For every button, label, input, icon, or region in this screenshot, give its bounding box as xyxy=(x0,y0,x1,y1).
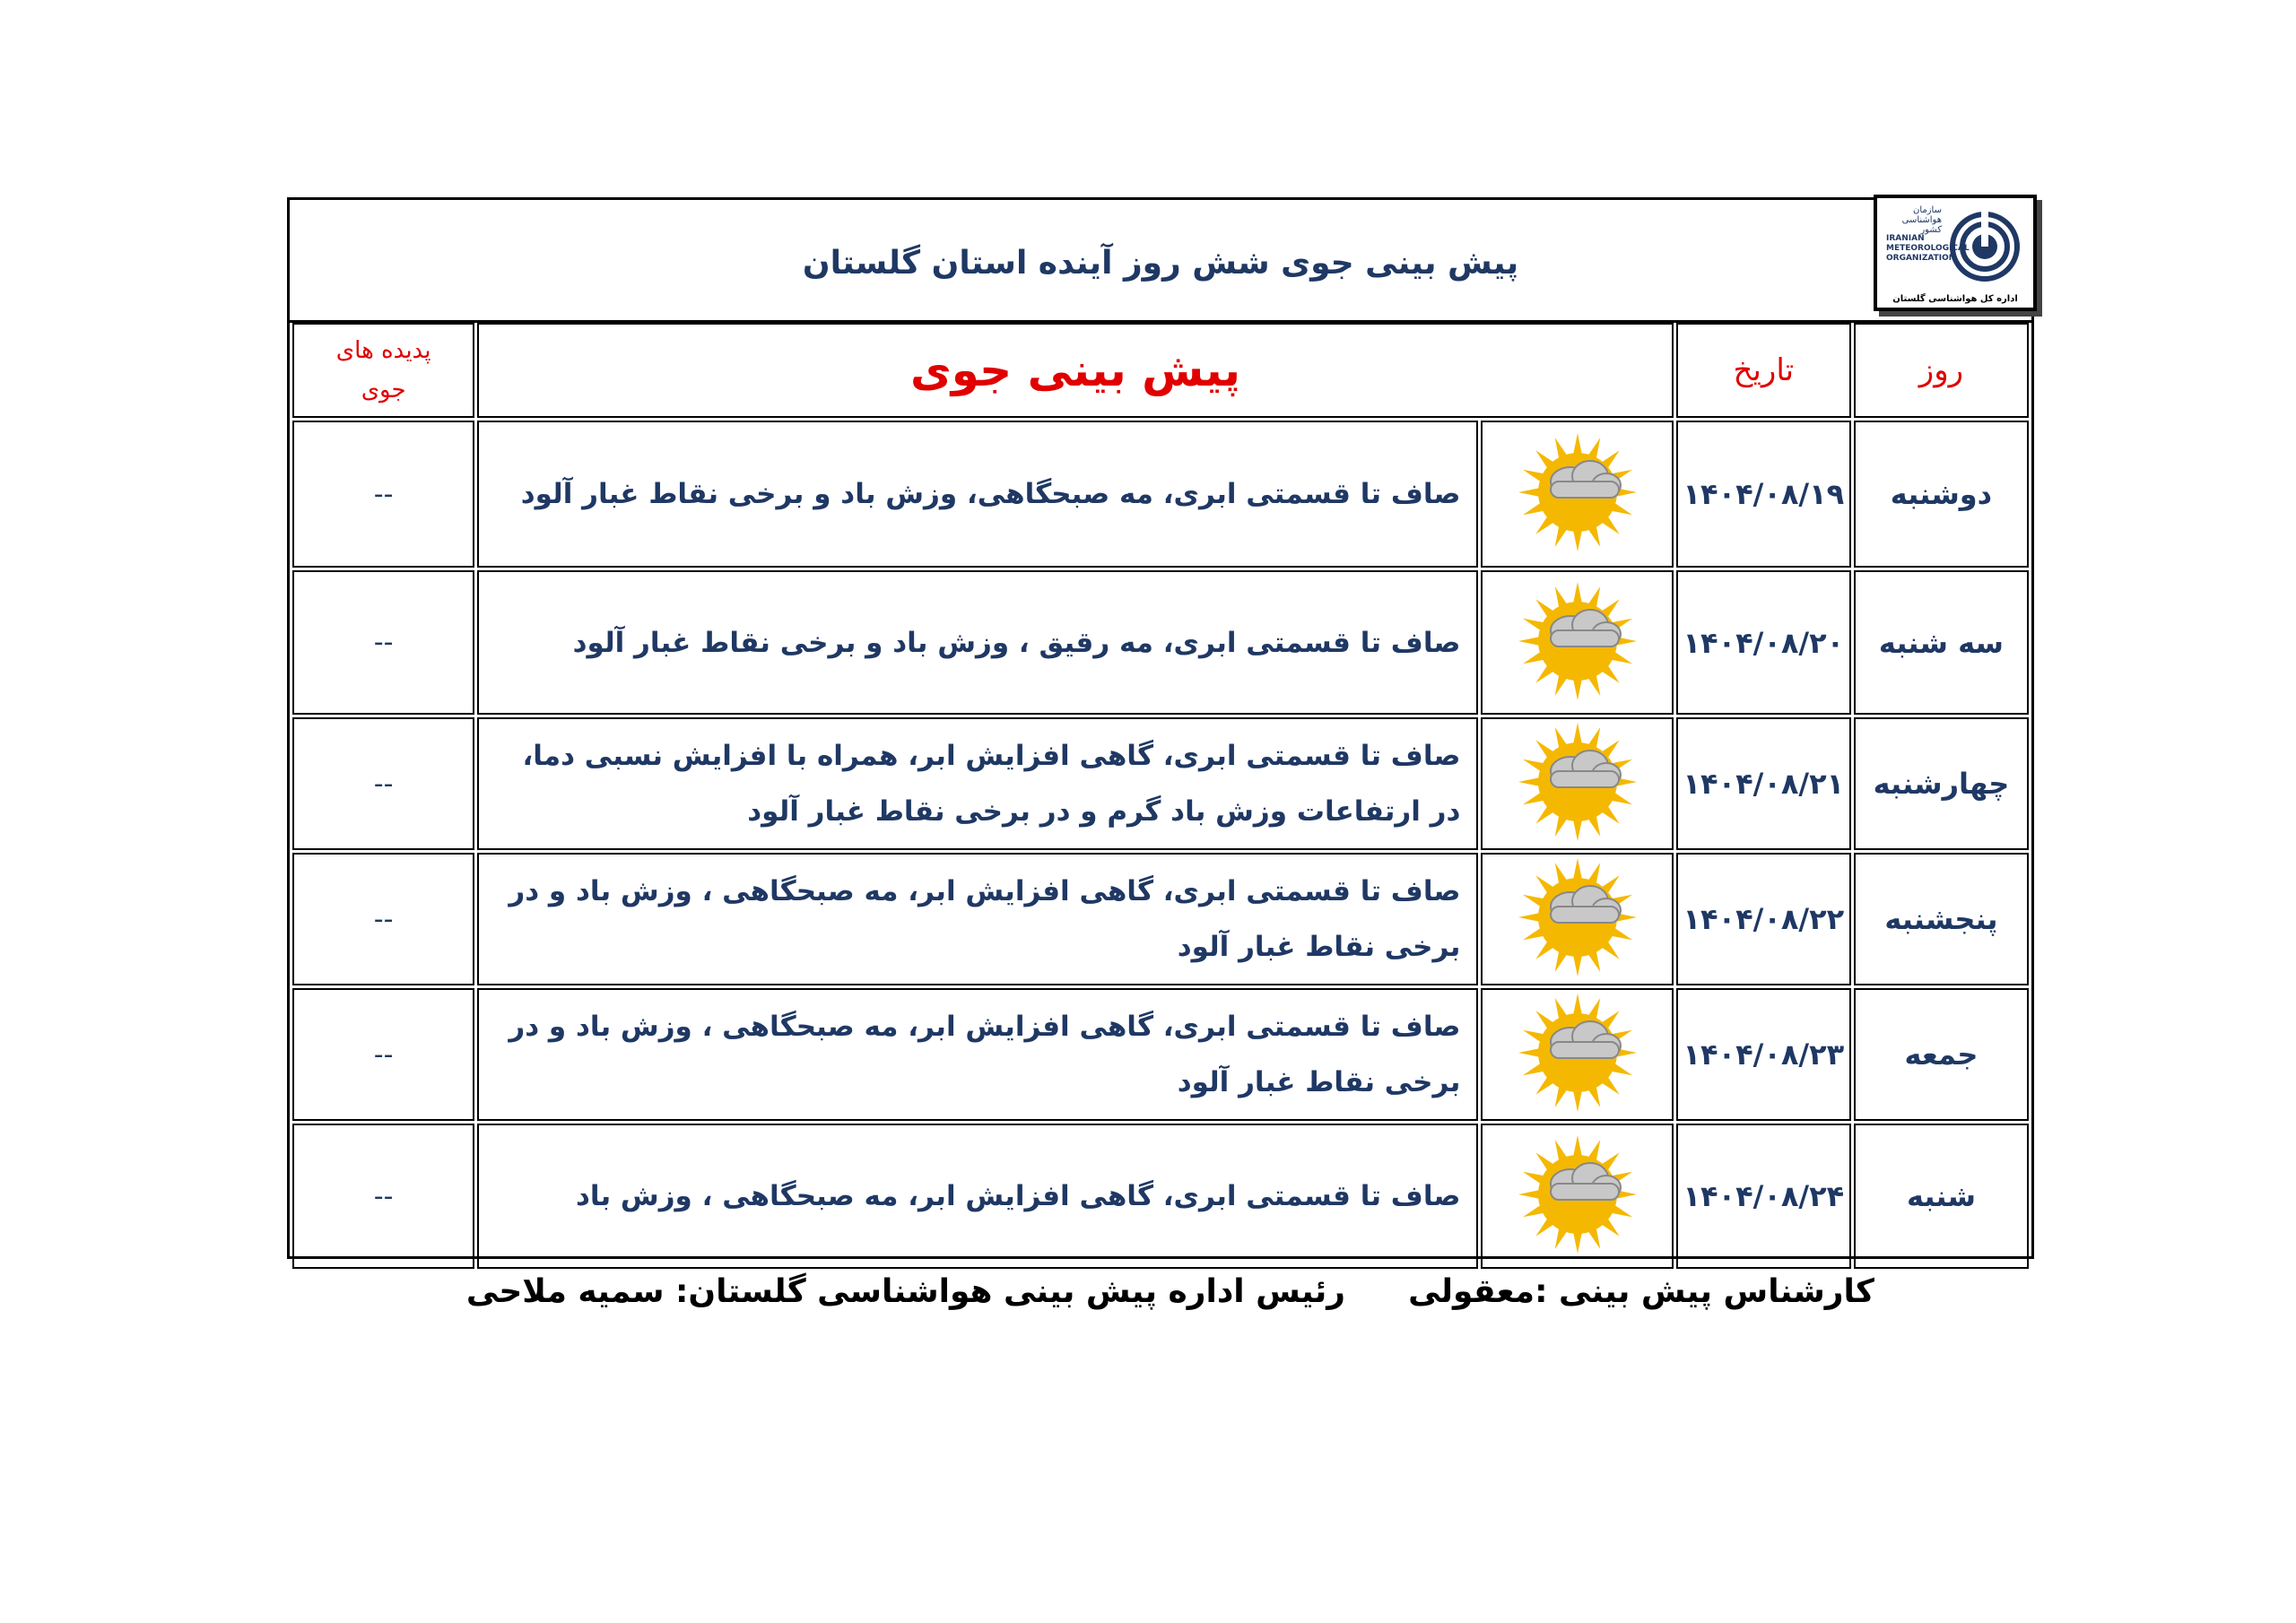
forecast-frame xyxy=(287,197,2034,1259)
row-date: ۱۴۰۴/۰۸/۲۴ xyxy=(1676,1124,1851,1269)
row-weather-icon-cell xyxy=(1481,717,1673,850)
row-forecast-text: صاف تا قسمتی ابری، گاهی افزایش ابر، مه صبحگاهی ، وزش باد و در برخی نقاط غبار آلود xyxy=(477,988,1478,1121)
header-day: روز xyxy=(1854,323,2029,418)
partly-cloudy-sun-icon xyxy=(1483,719,1671,848)
row-day: سه شنبه xyxy=(1854,570,2029,715)
row-forecast-text: صاف تا قسمتی ابری، گاهی افزایش ابر، مه صبحگاهی ، وزش باد xyxy=(477,1124,1478,1269)
row-date: ۱۴۰۴/۰۸/۲۱ xyxy=(1676,717,1851,850)
row-day: جمعه xyxy=(1854,988,2029,1121)
partly-cloudy-sun-icon xyxy=(1483,430,1671,559)
row-weather-icon-cell xyxy=(1481,421,1673,568)
table-header-row xyxy=(292,323,2029,418)
row-forecast-text: صاف تا قسمتی ابری، گاهی افزایش ابر، مه صبحگاهی ، وزش باد و در برخی نقاط غبار آلود xyxy=(477,853,1478,985)
row-day: دوشنبه xyxy=(1854,421,2029,568)
table-row xyxy=(292,988,2029,1121)
row-phenomena: -- xyxy=(292,570,474,715)
row-weather-icon-cell xyxy=(1481,853,1673,985)
table-row xyxy=(292,1124,2029,1269)
row-date: ۱۴۰۴/۰۸/۲۲ xyxy=(1676,853,1851,985)
forecast-table xyxy=(290,320,2031,1271)
header-phenomena-line1: پدیده های xyxy=(335,337,431,364)
table-row xyxy=(292,717,2029,850)
logo-footer-text: اداره کل هواشناسی گلستان xyxy=(1892,294,2018,304)
row-day: شنبه xyxy=(1854,1124,2029,1269)
table-row xyxy=(292,853,2029,985)
partly-cloudy-sun-icon xyxy=(1483,578,1671,707)
partly-cloudy-sun-icon xyxy=(1483,990,1671,1119)
row-forecast-text: صاف تا قسمتی ابری، گاهی افزایش ابر، همراه با افزایش نسبی دما، در ارتفاعات وزش باد گرم و در برخی نقاط غبار آلود xyxy=(477,717,1478,850)
table-row xyxy=(292,570,2029,715)
row-day: چهارشنبه xyxy=(1854,717,2029,850)
header-forecast: پیش بینی جوی xyxy=(477,323,1674,418)
partly-cloudy-sun-icon xyxy=(1483,855,1671,984)
header-phenomena-line2: جوی xyxy=(361,377,406,404)
header-phenomena xyxy=(292,323,474,418)
logo-emblem-icon xyxy=(1949,211,2021,282)
row-date: ۱۴۰۴/۰۸/۱۹ xyxy=(1676,421,1851,568)
forecast-expert: کارشناس پیش بینی :معقولی xyxy=(1408,1273,1874,1310)
meteorological-organization-logo xyxy=(1874,195,2037,311)
logo-top-text: سازمان هواشناسی کشور xyxy=(1901,205,1942,235)
row-forecast-text: صاف تا قسمتی ابری، مه رقیق ، وزش باد و برخی نقاط غبار آلود xyxy=(477,570,1478,715)
row-weather-icon-cell xyxy=(1481,1124,1673,1269)
partly-cloudy-sun-icon xyxy=(1483,1132,1671,1261)
row-forecast-text: صاف تا قسمتی ابری، مه صبحگاهی، وزش باد و برخی نقاط غبار آلود xyxy=(477,421,1478,568)
row-phenomena: -- xyxy=(292,717,474,850)
row-phenomena: -- xyxy=(292,1124,474,1269)
row-day: پنجشنبه xyxy=(1854,853,2029,985)
row-date: ۱۴۰۴/۰۸/۲۳ xyxy=(1676,988,1851,1121)
forecast-head: رئیس اداره پیش بینی هواشناسی گلستان: سمیه ملاحی xyxy=(465,1273,1345,1310)
logo-name-text: IRANIAN METEOROLOGICAL ORGANIZATION xyxy=(1886,234,1970,263)
table-row xyxy=(292,421,2029,568)
row-phenomena: -- xyxy=(292,853,474,985)
row-weather-icon-cell xyxy=(1481,570,1673,715)
row-phenomena: -- xyxy=(292,988,474,1121)
page-title: پیش بینی جوی شش روز آینده استان گلستان xyxy=(802,245,1519,282)
row-weather-icon-cell xyxy=(1481,988,1673,1121)
header-date: تاریخ xyxy=(1676,323,1851,418)
title-bar xyxy=(290,200,2031,323)
row-phenomena: -- xyxy=(292,421,474,568)
row-date: ۱۴۰۴/۰۸/۲۰ xyxy=(1676,570,1851,715)
